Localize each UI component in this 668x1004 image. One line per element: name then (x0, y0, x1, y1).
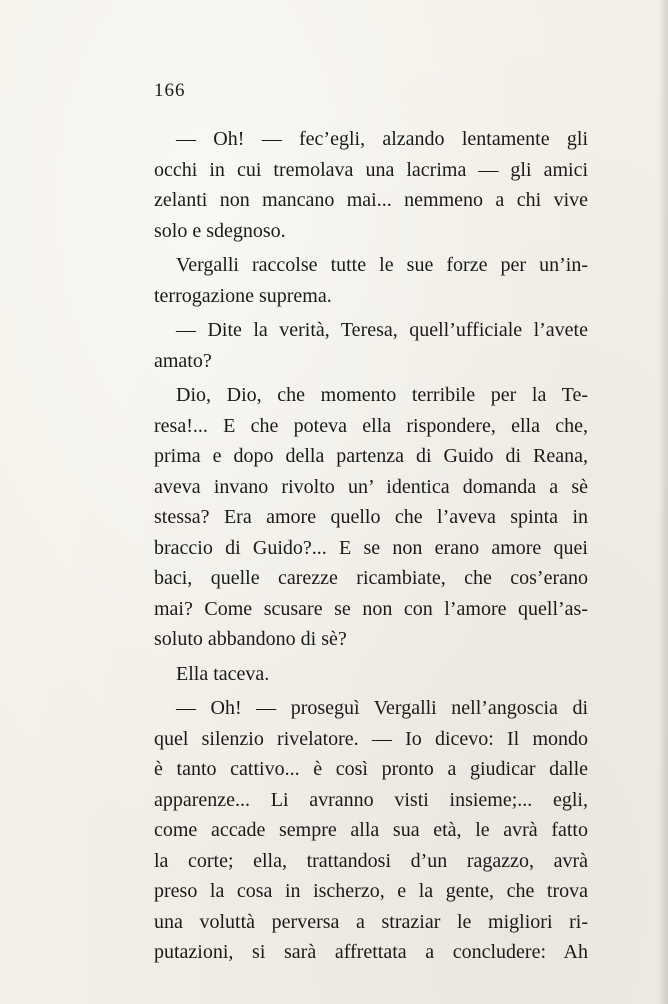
text-line: — Oh! — fec’egli, alzando lentamente gli (176, 128, 588, 150)
text-line: — Oh! — proseguì Vergalli nell’angoscia di (176, 697, 588, 719)
text-line: come accade sempre alla sua età, le avrà fatto (154, 819, 588, 841)
text-line: terrogazione suprema. (154, 284, 332, 307)
text-line: è tanto cattivo... è così pronto a giudicar dalle (154, 758, 588, 780)
page-number: 166 (154, 80, 186, 101)
text-line: amato? (154, 349, 212, 372)
text-line: stessa? Era amore quello che l’aveva spinta in (154, 506, 588, 528)
text-line: soluto abbandono di sè? (154, 628, 347, 650)
page-edge-shadow (658, 0, 668, 1004)
text-line: solo e sdegnoso. (154, 219, 286, 242)
text-line: aveva invano rivolto un’ identica domanda a sè (154, 475, 588, 498)
text-line: la corte; ella, trattandosi d’un ragazzo, avrà (154, 849, 588, 872)
text-line: prima e dopo della partenza di Guido di Reana, (154, 445, 588, 467)
text-line: mai? Come scusare se non con l’amore quell’as- (154, 597, 588, 620)
text-line: braccio di Guido?... E se non erano amore quei (154, 536, 588, 559)
text-line: quel silenzio rivelatore. — Io dicevo: Il mondo (154, 727, 588, 750)
text-line: Ella taceva. (176, 662, 270, 685)
body-text (154, 124, 588, 968)
text-line: una voluttà perversa a straziar le migliori ri- (154, 910, 588, 933)
text-line: — Dite la verità, Teresa, quell’ufficiale l’avete (176, 319, 588, 341)
text-line: preso la cosa in ischerzo, e la gente, che trova (154, 880, 588, 902)
text-line: occhi in cui tremolava una lacrima — gli amici (154, 158, 588, 181)
text-line: apparenze... Li avranno visti insieme;... egli, (154, 788, 588, 811)
text-line: Dio, Dio, che momento terribile per la Te- (176, 384, 588, 406)
text-line: putazioni, si sarà affrettata a concludere: Ah (154, 941, 588, 963)
text-line: Vergalli raccolse tutte le sue forze per un’in- (176, 254, 588, 276)
text-line: zelanti non mancano mai... nemmeno a chi vive (154, 189, 588, 211)
text-line: baci, quelle carezze ricambiate, che cos’erano (154, 567, 588, 589)
text-line: resa!... E che poteva ella rispondere, ella che, (154, 414, 588, 437)
